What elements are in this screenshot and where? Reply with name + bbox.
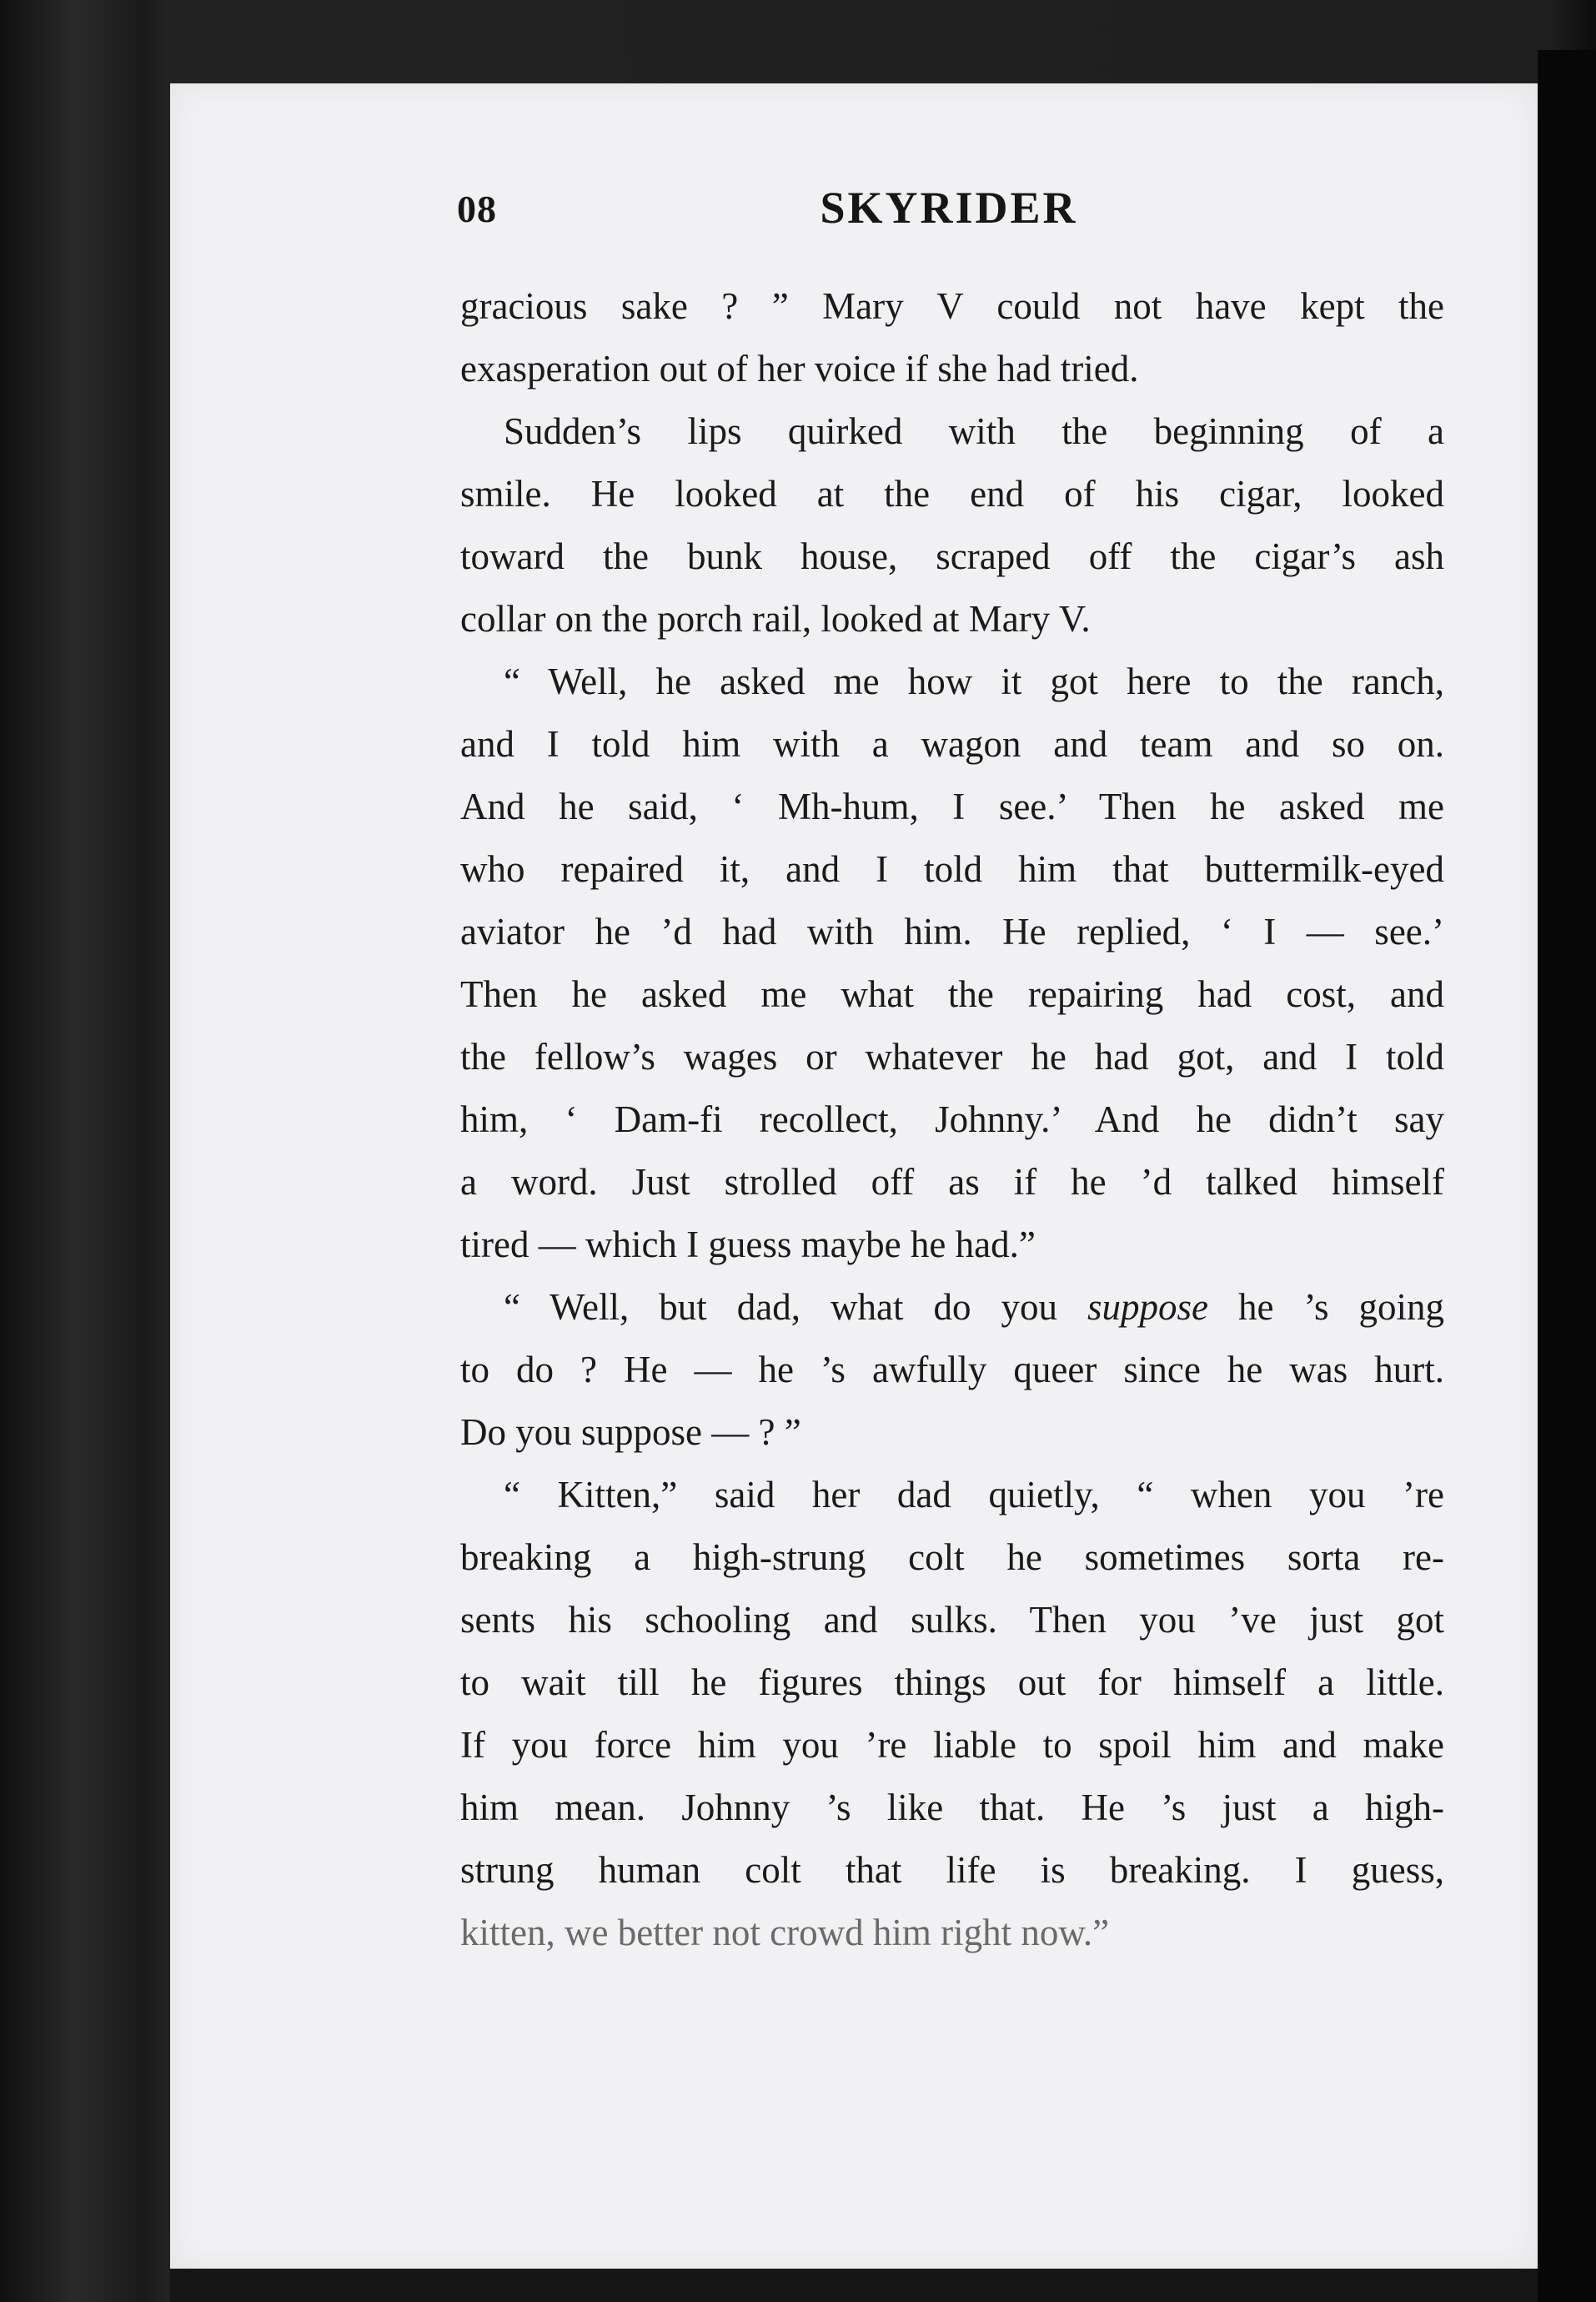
text-line: gracious sake ? ” Mary V could not have kept the xyxy=(460,285,1444,327)
text-line: “ Kitten,” said her dad quietly, “ when you ’re xyxy=(504,1474,1444,1515)
emphasized-word: suppose xyxy=(1087,1286,1208,1328)
text-line: tired — which I guess maybe he had.” xyxy=(460,1224,1036,1265)
text-line: exasperation out of her voice if she had tried. xyxy=(460,348,1139,390)
scan-edge-bottom xyxy=(170,2269,1538,2302)
text-line: Do you suppose — ? ” xyxy=(460,1411,801,1453)
text-line: breaking a high-strung colt he sometimes sorta re- xyxy=(460,1536,1444,1578)
text-line: strung human colt that life is breaking. I guess, xyxy=(460,1849,1444,1891)
text-line: “ Well, he asked me how it got here to the ranch, xyxy=(504,661,1444,702)
page-number: 08 xyxy=(457,188,497,230)
text-line: If you force him you ’re liable to spoil him and make xyxy=(460,1724,1444,1766)
body-text xyxy=(460,275,1444,1964)
text-line: smile. He looked at the end of his cigar, looked xyxy=(460,473,1444,515)
text-line: to do ? He — he ’s awfully queer since he was hurt. xyxy=(460,1349,1444,1390)
text-fragment: “ Well, but dad, what do you xyxy=(504,1286,1087,1328)
paragraph xyxy=(460,400,1444,651)
text-fragment: he ’s going xyxy=(1207,1286,1444,1328)
text-line: kitten, we better not crowd him right now.” xyxy=(460,1912,1110,1953)
paragraph xyxy=(460,651,1444,1276)
running-head xyxy=(457,182,1441,249)
text-line: to wait till he figures things out for himself a little. xyxy=(460,1661,1444,1703)
scan-edge-right xyxy=(1538,50,1596,2302)
text-line: And he said, ‘ Mh-hum, I see.’ Then he asked me xyxy=(460,786,1444,827)
text-line: a word. Just strolled off as if he ’d talked himself xyxy=(460,1161,1444,1203)
text-line: him, ‘ Dam-fi recollect, Johnny.’ And he didn’t say xyxy=(460,1098,1444,1140)
text-line: Sudden’s lips quirked with the beginning of a xyxy=(504,410,1444,452)
book-title: SKYRIDER xyxy=(820,183,1078,233)
paragraph xyxy=(460,275,1444,400)
text-line xyxy=(460,1276,1444,1339)
text-line: Then he asked me what the repairing had cost, and xyxy=(460,973,1444,1015)
paragraph xyxy=(460,1276,1444,1464)
text-line: him mean. Johnny ’s like that. He ’s just a high- xyxy=(460,1787,1444,1828)
text-line: and I told him with a wagon and team and so on. xyxy=(460,723,1444,765)
text-line: aviator he ’d had with him. He replied, ‘ I — see.’ xyxy=(460,911,1444,952)
paragraph xyxy=(460,1464,1444,1964)
text-line: the fellow’s wages or whatever he had got, and I told xyxy=(460,1036,1444,1078)
text-line: who repaired it, and I told him that buttermilk-eyed xyxy=(460,848,1444,890)
text-line: sents his schooling and sulks. Then you ’ve just got xyxy=(460,1599,1444,1641)
text-line: toward the bunk house, scraped off the cigar’s ash xyxy=(460,535,1444,577)
text-line: collar on the porch rail, looked at Mary V. xyxy=(460,598,1091,640)
